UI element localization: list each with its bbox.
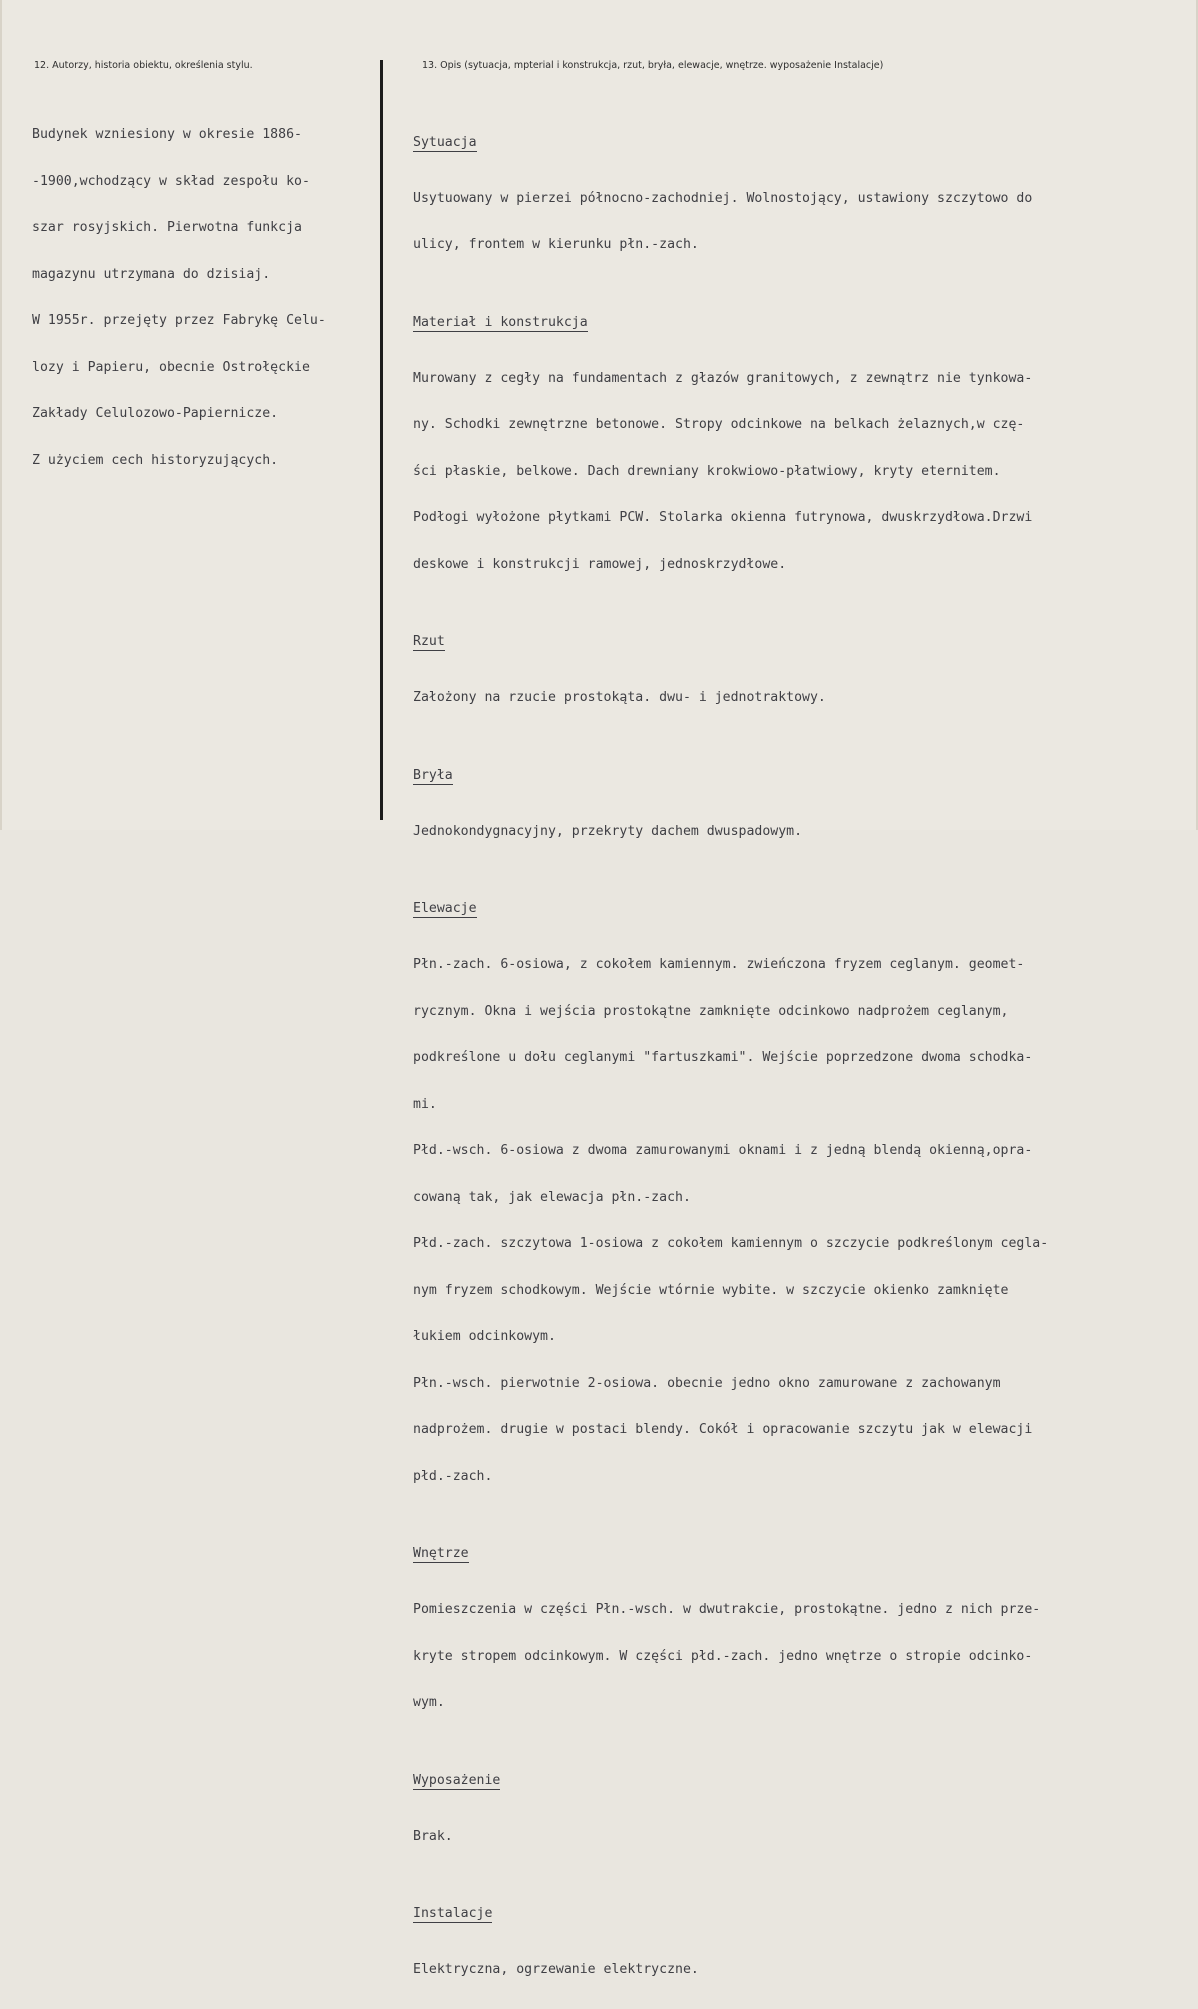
description-line: deskowe i konstrukcji ramowej, jednoskrzydłowe. — [413, 556, 787, 572]
section-heading-rzut: Rzut — [413, 634, 445, 649]
description-line: cowaną tak, jak elewacja płn.-zach. — [413, 1189, 691, 1205]
history-line: magazynu utrzymana do dzisiaj. — [32, 266, 271, 282]
description-line: Płd.-wsch. 6-osiowa z dwoma zamurowanymi oknami i z jedną blendą okienną,opra- — [413, 1143, 1033, 1158]
section-heading-material: Materiał i konstrukcja — [413, 314, 588, 330]
section-heading-instalacje: Instalacje — [413, 1906, 493, 1921]
description-line: Płn.-wsch. pierwotnie 2-osiowa. obecnie jedno okno zamurowane z zachowanym — [413, 1375, 1001, 1391]
description-line: nadprożem. drugie w postaci blendy. Cokół i opracowanie szczytu jak w elewacji — [413, 1422, 1033, 1437]
description-line: ny. Schodki zewnętrzne betonowe. Stropy odcinkowe na belkach żelaznych,w czę- — [413, 417, 1025, 432]
description-line: Pomieszczenia w części Płn.-wsch. w dwutrakcie, prostokątne. jedno z nich prze- — [413, 1602, 1041, 1617]
description-line: Brak. — [413, 1828, 453, 1844]
description-line: Płn.-zach. 6-osiowa, z cokołem kamiennym. zwieńczona fryzem ceglanym. geomet- — [413, 957, 1025, 972]
section-heading-bryla: Bryła — [413, 767, 453, 783]
description-line: rycznym. Okna i wejścia prostokątne zamknięte odcinkowo nadprożem ceglanym, — [413, 1003, 1009, 1019]
description-line: ulicy, frontem w kierunku płn.-zach. — [413, 237, 699, 252]
history-line: Z użyciem cech historyzujących. — [32, 452, 279, 468]
description-line: Jednokondygnacyjny, przekryty dachem dwuspadowym. — [413, 823, 803, 839]
description-line: płd.-zach. — [413, 1468, 493, 1484]
description-line: Płd.-zach. szczytowa 1-osiowa z cokołem kamiennym o szczycie podkreślonym cegla- — [413, 1236, 1049, 1251]
description-line: Usytuowany w pierzei północno-zachodniej. Wolnostojący, ustawiony szczytowo do — [413, 190, 1033, 206]
column-divider — [380, 60, 383, 820]
description-text — [413, 88, 1048, 2009]
description-line: Założony na rzucie prostokąta. dwu- i jednotraktowy. — [413, 690, 826, 705]
section-heading-elewacje: Elewacje — [413, 901, 477, 916]
section-heading-sytuacja: Sytuacja — [413, 134, 477, 150]
history-line: szar rosyjskich. Pierwotna funkcja — [32, 220, 302, 235]
description-line: Podłogi wyłożone płytkami PCW. Stolarka okienna futrynowa, dwuskrzydłowa.Drzwi — [413, 510, 1033, 525]
history-line: -1900,wchodzący w skład zespołu ko- — [32, 173, 310, 189]
history-line: W 1955r. przejęty przez Fabrykę Celu- — [32, 313, 326, 328]
description-line: ści płaskie, belkowe. Dach drewniany krokwiowo-płatwiowy, kryty eternitem. — [413, 463, 1001, 479]
description-line: nym fryzem schodkowym. Wejście wtórnie wybite. w szczycie okienko zamknięte — [413, 1282, 1009, 1298]
history-line: lozy i Papieru, obecnie Ostrołęckie — [32, 359, 310, 375]
history-text — [32, 96, 326, 499]
description-line: wym. — [413, 1695, 445, 1710]
description-line: kryte stropem odcinkowym. W części płd.-zach. jedno wnętrze o stropie odcinko- — [413, 1648, 1033, 1664]
description-line: łukiem odcinkowym. — [413, 1329, 556, 1344]
description-line: Elektryczna, ogrzewanie elektryczne. — [413, 1962, 699, 1977]
field-label-authors-history: 12. Autorzy, historia obiektu, określenia stylu. — [34, 60, 253, 71]
section-heading-wnetrze: Wnętrze — [413, 1546, 469, 1561]
description-line: Murowany z cegły na fundamentach z głazów granitowych, z zewnątrz nie tynkowa- — [413, 370, 1033, 386]
description-line: mi. — [413, 1096, 437, 1112]
history-line: Zakłady Celulozowo-Papiernicze. — [32, 406, 279, 421]
section-heading-wyposazenie: Wyposażenie — [413, 1772, 501, 1788]
description-line: podkreślone u dołu ceglanymi "fartuszkami". Wejście poprzedzone dwoma schodka- — [413, 1050, 1033, 1065]
history-line: Budynek wzniesiony w okresie 1886- — [32, 127, 302, 142]
field-label-description: 13. Opis (sytuacja, mpterial i konstrukcja, rzut, bryła, elewacje, wnętrze. wyposażenie Instalacje) — [422, 60, 884, 71]
